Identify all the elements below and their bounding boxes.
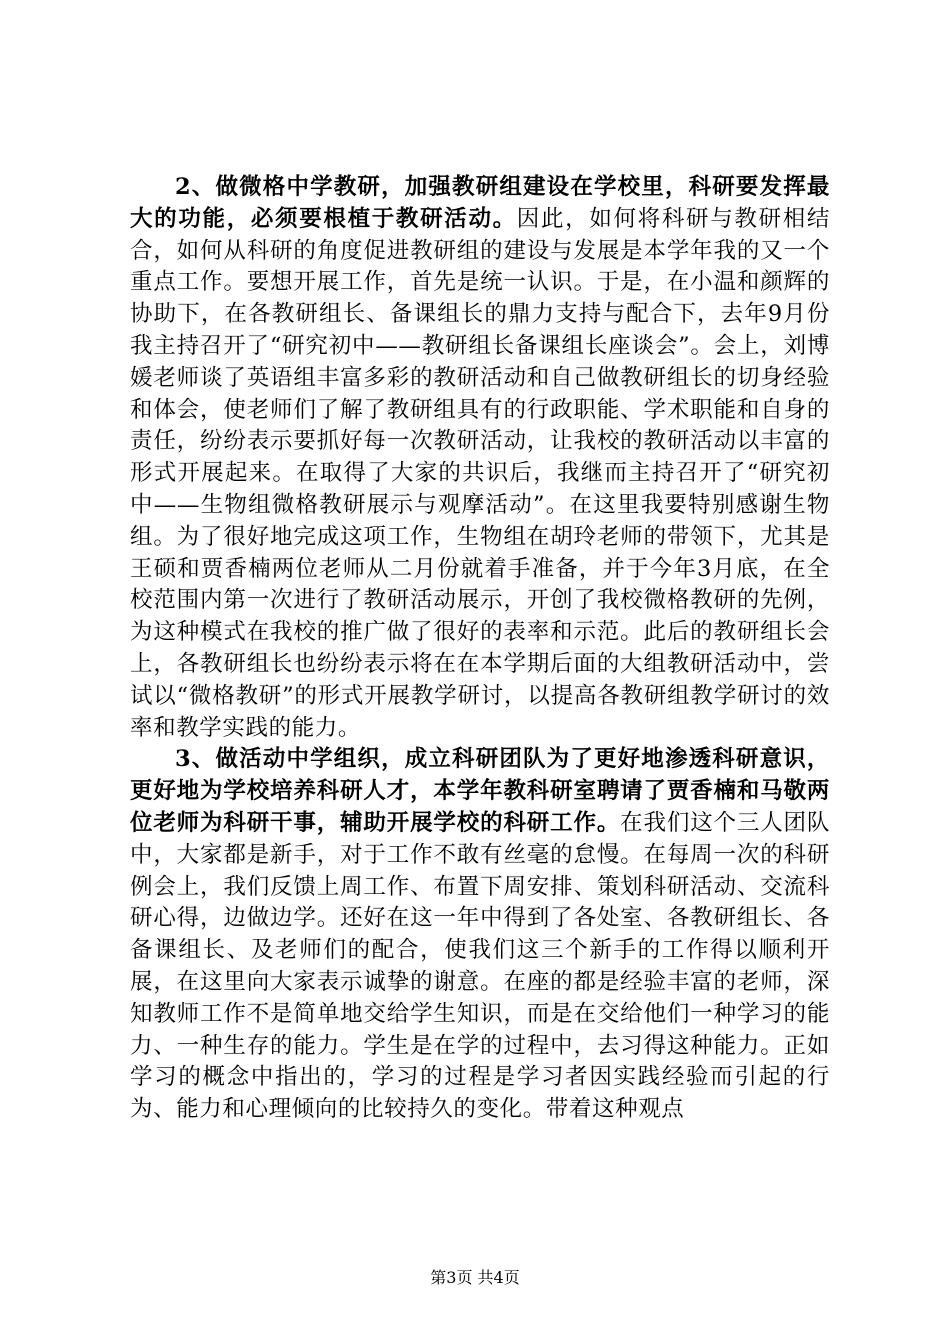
paragraph-2-heading: 2、做微格中学教研，加强教研组建设在学校里，科研要发挥最大的功能，必须要根植于教研活动。 [130,174,830,232]
document-body [130,172,830,1126]
page-number-label: 第3页 共4页 [430,1268,520,1287]
page-footer [0,1268,950,1288]
paragraph-3-text: 在我们这个三人团队中，大家都是新手，对于工作不敢有丝毫的怠慢。在每周一次的科研例会上，我们反馈上周工作、布置下周安排、策划科研活动、交流科研心得，边做边学。还好在这一年中得到了各处室、各教研组长、各备课组长、及老师们的配合，使我们这三个新手的工作得以顺利开展，在这里向大家表示诚挚的谢意。在座的都是经验丰富的老师，深知教师工作不是简单地交给学生知识，而是在交给他们一种学习的能力、一种生存的能力。学生是在学的过程中，去习得这种能力。正如学习的概念中指出的，学习的过程是学习者因实践经验而引起的行为、能力和心理倾向的比较持久的变化。带着这种观点 [130,809,830,1123]
paragraph-3-heading: 3、做活动中学组织，成立科研团队为了更好地渗透科研意识，更好地为学校培养科研人才，本学年教科研室聘请了贾香楠和马敬两位老师为科研干事，辅助开展学校的科研工作。 [130,746,830,836]
paragraph-3 [130,744,830,1126]
paragraph-2-text: 因此，如何将科研与教研相结合，如何从科研的角度促进教研组的建设与发展是本学年我的又一个重点工作。要想开展工作，首先是统一认识。于是，在小温和颜辉的协助下，在各教研组长、备课组长的鼎力支持与配合下，去年9月份我主持召开了“研究初中——教研组长备课组长座谈会”。会上，刘博媛老师谈了英语组丰富多彩的教研活动和自己做教研组长的切身经验和体会，使老师们了解了教研组具有的行政职能、学术职能和自身的责任，纷纷表示要抓好每一次教研活动，让我校的教研活动以丰富的形式开展起来。在取得了大家的共识后，我继而主持召开了“研究初中——生物组微格教研展示与观摩活动”。在这里我要特别感谢生物组。为了很好地完成这项工作，生物组在胡玲老师的带领下，尤其是王硕和贾香楠两位老师从二月份就着手准备，并于今年3月底，在全校范围内第一次进行了教研活动展示，开创了我校微格教研的先例，为这种模式在我校的推广做了很好的表率和示范。此后的教研组长会上，各教研组长也纷纷表示将在在本学期后面的大组教研活动中，尝试以“微格教研”的形式开展教学研讨，以提高各教研组教学研讨的效率和教学实践的能力。 [130,205,830,741]
paragraph-2 [130,172,830,744]
